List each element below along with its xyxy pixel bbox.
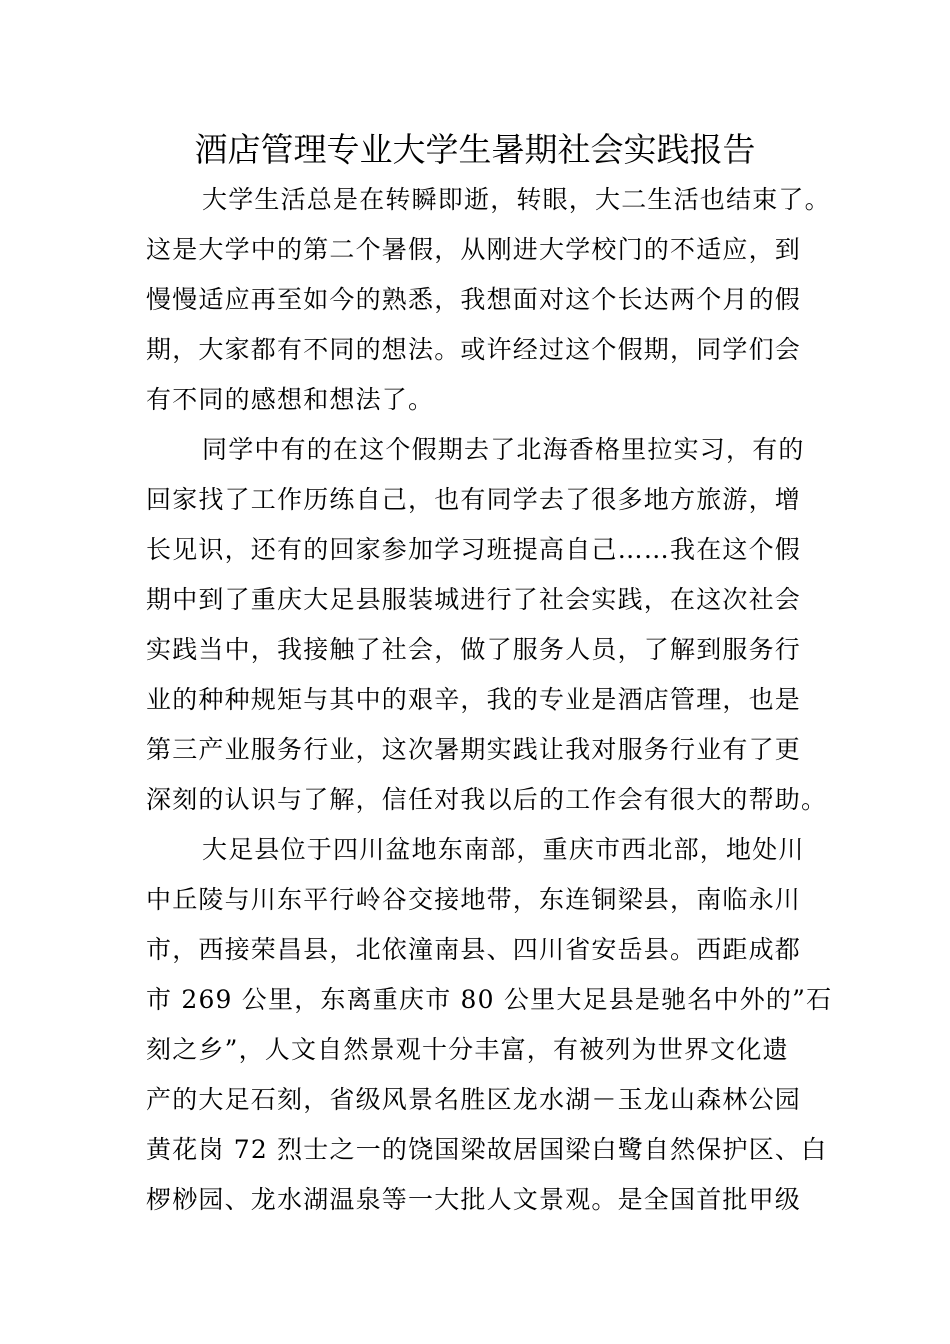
text-line: 长见识，还有的回家参加学习班提高自己……我在这个假: [146, 535, 802, 564]
text-line: 市 269 公里，东离重庆市 80 公里大足县是驰名中外的”石: [146, 985, 833, 1014]
text-line: 产的大足石刻，省级风景名胜区龙水湖－玉龙山森林公园: [146, 1085, 802, 1114]
document-title: 酒店管理专业大学生暑期社会实践报告: [194, 130, 756, 169]
text-line: 慢慢适应再至如今的熟悉，我想面对这个长达两个月的假: [146, 285, 802, 314]
text-line: 大足县位于四川盆地东南部，重庆市西北部，地处川: [202, 835, 805, 864]
text-line: 黄花岗 72 烈士之一的饶国梁故居国梁白鹭自然保护区、白: [146, 1135, 828, 1164]
text-line: 大学生活总是在转瞬即逝，转眼，大二生活也结束了。: [202, 185, 831, 214]
text-line: 中丘陵与川东平行岭谷交接地带，东连铜梁县，南临永川: [146, 885, 802, 914]
text-line: 业的种种规矩与其中的艰辛，我的专业是酒店管理，也是: [146, 685, 802, 714]
text-line: 椤桫园、龙水湖温泉等一大批人文景观。是全国首批甲级: [146, 1185, 802, 1214]
text-line: 市，西接荣昌县，北依潼南县、四川省安岳县。西距成都: [146, 935, 802, 964]
text-line: 实践当中，我接触了社会，做了服务人员，了解到服务行: [146, 635, 802, 664]
text-line: 期中到了重庆大足县服装城进行了社会实践，在这次社会: [146, 585, 802, 614]
text-line: 同学中有的在这个假期去了北海香格里拉实习，有的: [202, 435, 805, 464]
text-line: 第三产业服务行业，这次暑期实践让我对服务行业有了更: [146, 735, 802, 764]
text-line: 刻之乡”，人文自然景观十分丰富，有被列为世界文化遗: [146, 1035, 789, 1064]
text-line: 回家找了工作历练自己，也有同学去了很多地方旅游，增: [146, 485, 802, 514]
text-line: 有不同的感想和想法了。: [146, 385, 435, 414]
text-line: 期，大家都有不同的想法。或许经过这个假期，同学们会: [146, 335, 802, 364]
text-line: 这是大学中的第二个暑假，从刚进大学校门的不适应，到: [146, 235, 802, 264]
text-line: 深刻的认识与了解，信任对我以后的工作会有很大的帮助。: [146, 785, 828, 814]
